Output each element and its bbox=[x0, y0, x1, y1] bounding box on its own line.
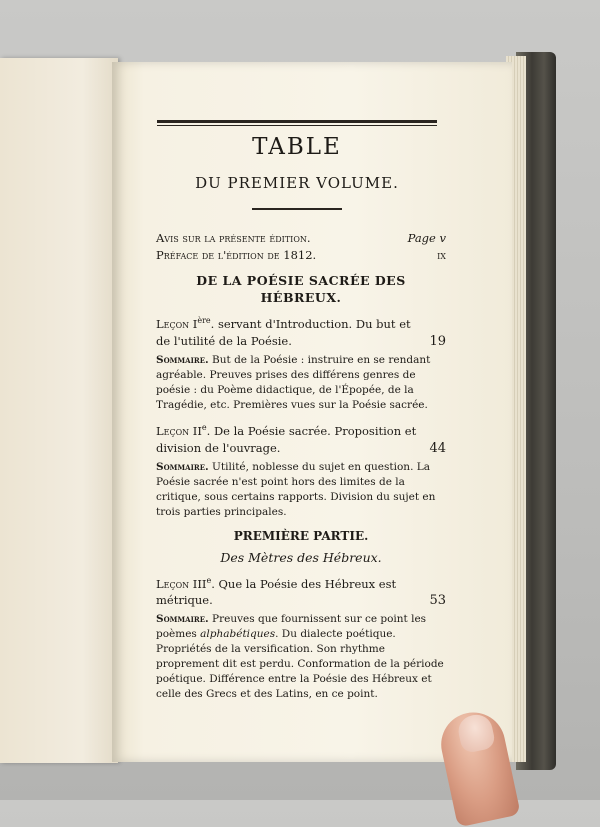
lecon-sup: e bbox=[201, 422, 207, 432]
toc-entry-lecon-3 bbox=[156, 572, 446, 703]
lecon-summary bbox=[156, 353, 446, 413]
part-subheading: Des Mètres des Hébreux. bbox=[220, 549, 382, 565]
lecon-page: 44 bbox=[429, 440, 446, 456]
toc-entry-avis bbox=[156, 230, 446, 247]
lecon-sup: ère bbox=[197, 316, 211, 325]
left-page bbox=[0, 58, 118, 763]
lecon-page: 19 bbox=[429, 333, 446, 349]
summary-italic: alphabétiques bbox=[200, 628, 276, 641]
lecon-title-cont: de l'utilité de la Poésie. bbox=[156, 333, 292, 348]
lecon-title: . De la Poésie sacrée. Proposition et bbox=[206, 423, 417, 438]
lecon-prefix: Leçon III bbox=[156, 576, 207, 591]
lecon-sup: e bbox=[206, 575, 212, 585]
summary-text-a: Preuves que fournissent sur ce point les poèmes bbox=[156, 613, 427, 641]
lecon-title: . Que la Poésie des Hébreux est bbox=[211, 576, 397, 591]
summary-label: Sommaire. bbox=[156, 613, 209, 626]
table-of-contents bbox=[156, 230, 446, 702]
toc-label: Préface de l'édition de 1812. bbox=[156, 248, 317, 262]
title-divider bbox=[252, 208, 342, 210]
lecon-summary bbox=[156, 460, 446, 520]
toc-entry-lecon-1 bbox=[156, 312, 446, 413]
toc-entry-preface bbox=[156, 247, 446, 264]
lecon-title-cont: métrique. bbox=[156, 593, 213, 608]
page-title: TABLE bbox=[252, 134, 342, 160]
lecon-page: 53 bbox=[429, 593, 446, 609]
summary-text: Utilité, noblesse du sujet en question. La Poésie sacrée n'est point hors des limites de la critique, sous certains rapports. Division du sujet en trois parties principales. bbox=[156, 460, 436, 518]
toc-page: Page v bbox=[407, 231, 446, 245]
summary-text: But de la Poésie : instruire en se rendant agréable. Preuves prises des différens genres de poésie : du Poème didactique, de l'Épopée, de la Tragédie, etc. Premières vues sur la Poésie sacrée. bbox=[156, 353, 431, 411]
summary-label: Sommaire. bbox=[156, 353, 209, 366]
lecon-title: . servant d'Introduction. Du but et bbox=[210, 316, 411, 331]
top-rule bbox=[157, 120, 437, 123]
toc-label: Avis sur la présente édition. bbox=[156, 231, 311, 245]
lecon-summary bbox=[156, 612, 446, 702]
part-heading: PREMIÈRE PARTIE. bbox=[233, 528, 369, 543]
toc-entry-lecon-2 bbox=[156, 419, 446, 520]
summary-label: Sommaire. bbox=[156, 460, 209, 473]
lecon-prefix: Leçon II bbox=[156, 423, 202, 438]
book-page bbox=[112, 62, 512, 762]
toc-page: ix bbox=[437, 248, 446, 262]
summary-text-b: . Du dialecte poétique. Propriétés de la versification. Son rhythme proprement dit est perdu. Conformation de la période poétique. Différence entre la Poésie des Hébreux et celle des Grecs et des Latins, en ce point. bbox=[156, 628, 444, 701]
lecon-prefix: Leçon I bbox=[156, 316, 198, 331]
page-subtitle: DU PREMIER VOLUME. bbox=[195, 174, 399, 192]
lecon-title-cont: division de l'ouvrage. bbox=[156, 440, 281, 455]
section-heading: DE LA POÉSIE SACRÉE DES HÉBREUX. bbox=[196, 273, 406, 305]
